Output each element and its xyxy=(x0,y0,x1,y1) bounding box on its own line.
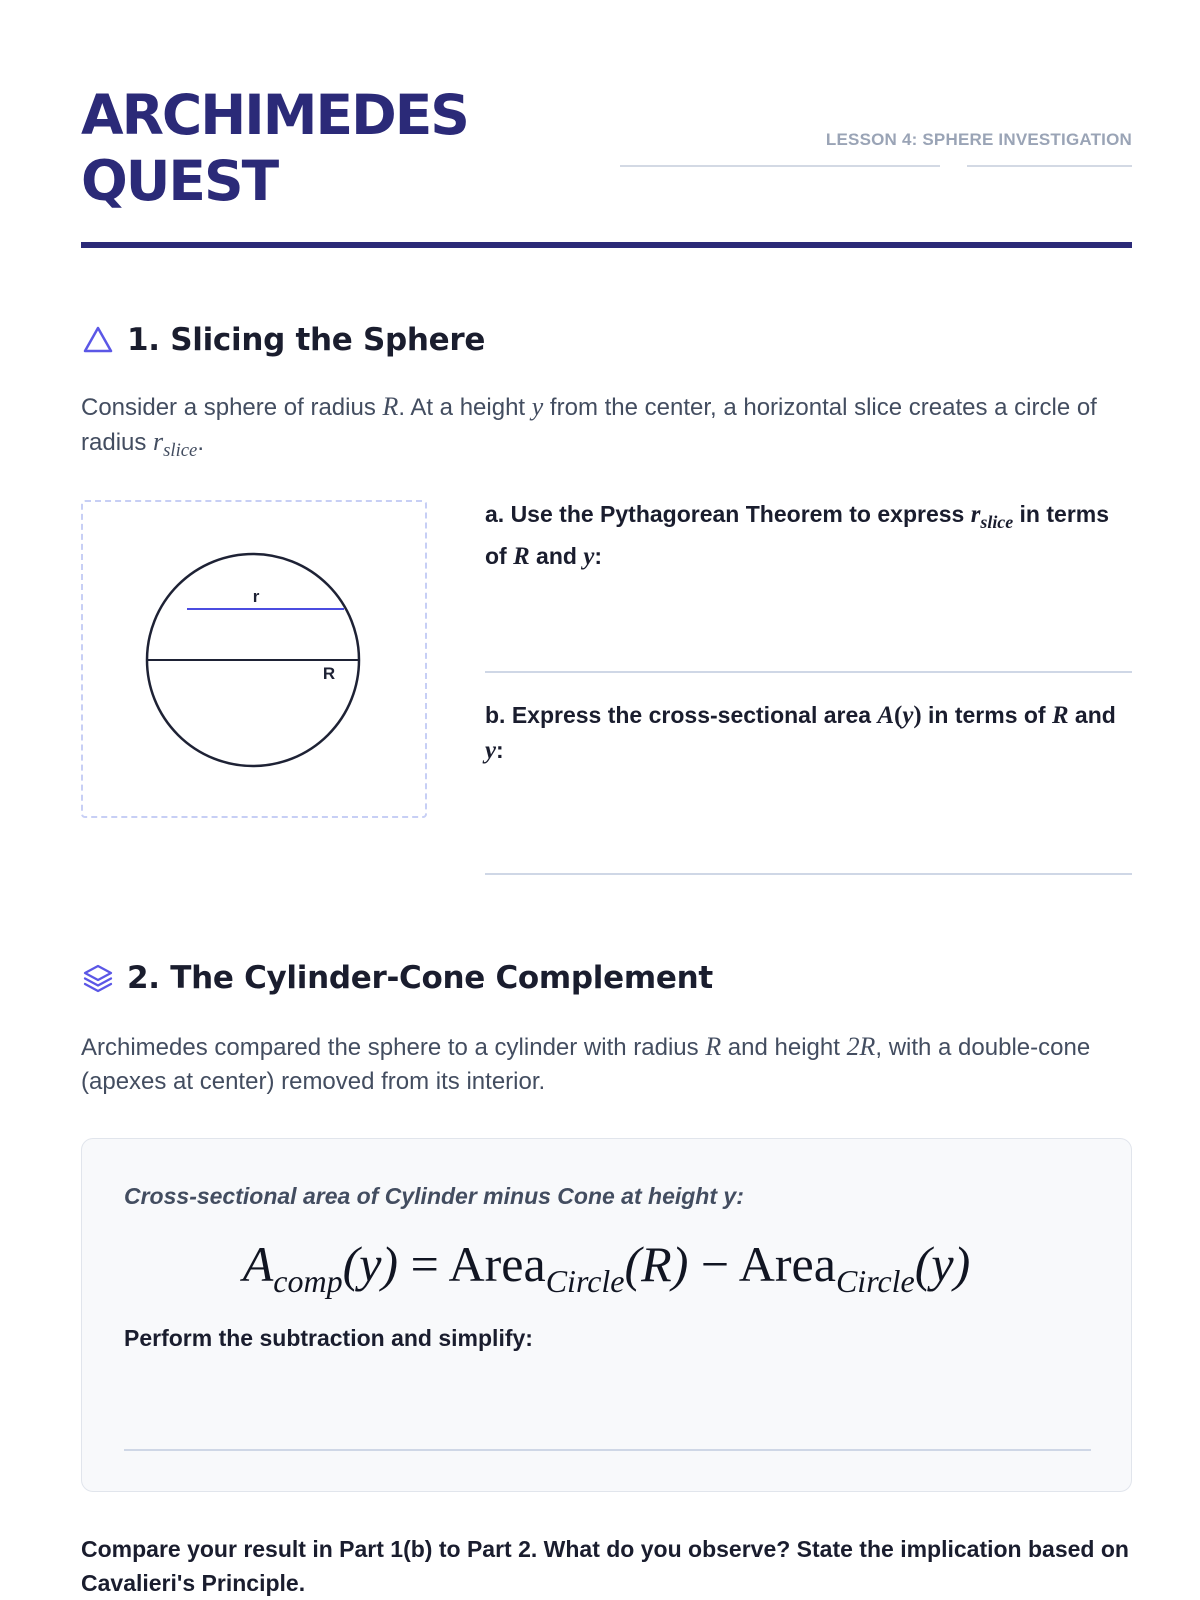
name-blank-line[interactable] xyxy=(620,165,940,167)
formula-caption: Cross-sectional area of Cylinder minus Cone at height y: xyxy=(124,1183,744,1209)
simplify-prompt: Perform the subtraction and simplify: xyxy=(124,1325,533,1351)
final-question: Compare your result in Part 1(b) to Part 2. What do you observe? State the implication based on Cavalieri's Principle. xyxy=(81,1536,1129,1596)
section-1-intro: Consider a sphere of radius R. At a height y from the center, a horizontal slice creates a circle of radius $r_{slice}$. xyxy=(81,392,1097,462)
section-2-intro: Archimedes compared the sphere to a cylinder with radius R and height 2R, with a double-cone (apexes at center) removed from its interior. xyxy=(81,1032,1091,1095)
sphere-radius-label: R xyxy=(322,664,336,683)
layers-icon xyxy=(81,961,115,995)
page-title xyxy=(81,82,468,214)
question-a: a. Use the Pythagorean Theorem to express $r_{slice}$ in terms of R and y: xyxy=(485,501,1110,570)
section-1-title: 1. Slicing the Sphere xyxy=(127,322,486,358)
date-blank-line[interactable] xyxy=(967,165,1132,167)
slice-radius-label: r xyxy=(252,587,260,606)
answer-line-b[interactable] xyxy=(485,873,1132,875)
answer-line-a[interactable] xyxy=(485,671,1132,673)
section-1-heading xyxy=(81,322,485,358)
question-b: b. Express the cross-sectional area A(y) in terms of R and y: xyxy=(485,702,1116,764)
section-2-heading xyxy=(81,960,713,996)
title-line-1: ARCHIMEDES xyxy=(81,83,468,147)
complement-formula: $A_{comp}(y)$ = Area$_{Circle}$(R) − Area$_{Circle}$(y) xyxy=(242,1236,971,1299)
simplify-answer-line[interactable] xyxy=(124,1449,1091,1451)
section-2-title: 2. The Cylinder-Cone Complement xyxy=(127,960,713,996)
lesson-label: LESSON 4: SPHERE INVESTIGATION xyxy=(825,130,1132,149)
sphere-diagram xyxy=(81,500,427,818)
triangle-icon xyxy=(81,323,115,357)
title-line-2: QUEST xyxy=(81,149,278,213)
formula-box xyxy=(81,1138,1132,1492)
header-divider xyxy=(81,242,1132,248)
